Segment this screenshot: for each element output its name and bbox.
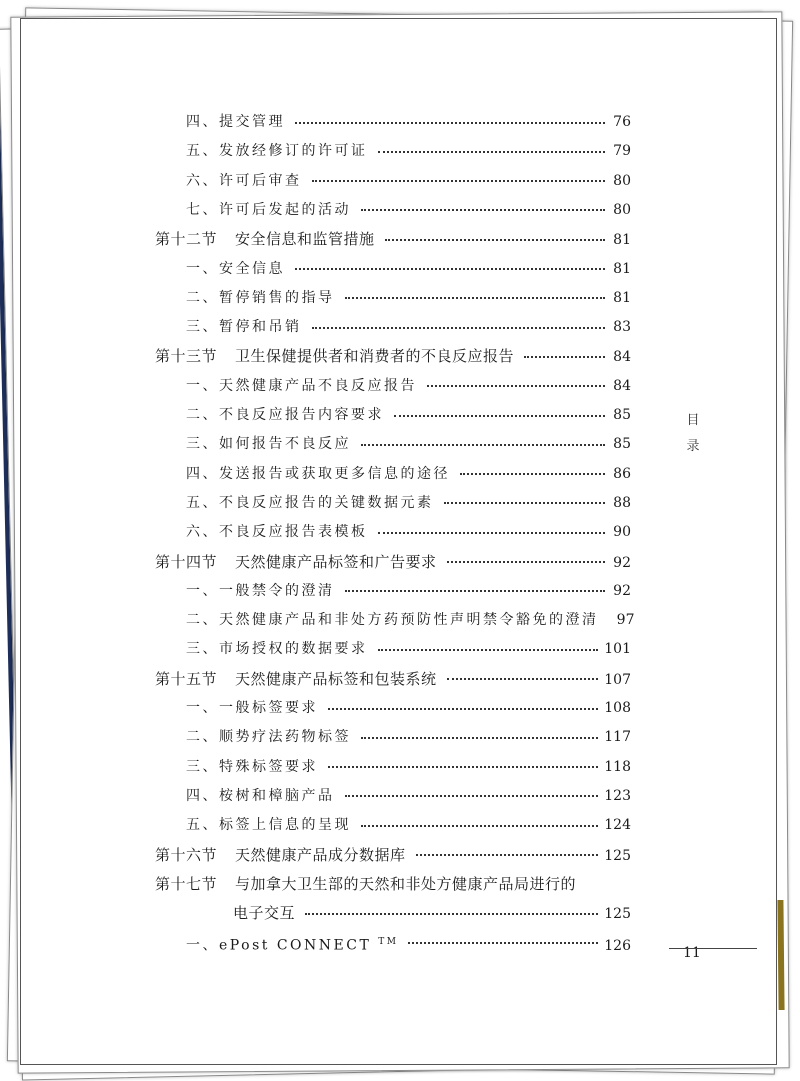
toc-entry-label	[186, 258, 285, 280]
dot-leader	[447, 677, 599, 680]
dot-leader	[295, 121, 605, 124]
toc-entry-label	[186, 609, 599, 631]
toc-page-number: 90	[613, 524, 631, 541]
toc-subentry[interactable]	[186, 258, 631, 280]
toc-subentry[interactable]	[186, 785, 631, 807]
toc-section-entry[interactable]	[155, 345, 631, 367]
toc-entry-label	[186, 580, 335, 602]
toc-subentry[interactable]	[186, 756, 631, 778]
toc-page-number: 108	[604, 700, 631, 716]
toc-entry-label	[186, 492, 434, 514]
entry-title: 一、一般禁令的澄清	[186, 582, 335, 599]
section-title: 安全信息和监管措施	[235, 230, 375, 249]
entry-title: 三、特殊标签要求	[186, 758, 318, 775]
toc-subentry[interactable]	[186, 316, 631, 338]
toc-subentry[interactable]	[186, 726, 631, 748]
entry-title: 五、发放经修订的许可证	[186, 143, 368, 160]
toc-entry-label	[186, 140, 368, 162]
entry-title: 二、不良反应报告内容要求	[186, 407, 384, 423]
section-number: 第十四节	[155, 552, 218, 571]
toc-page-number: 81	[613, 232, 631, 249]
toc-subentry[interactable]	[186, 609, 635, 631]
toc-section-entry[interactable]	[155, 551, 631, 573]
entry-title: 一、一般标签要求	[186, 700, 318, 716]
dot-leader	[361, 736, 598, 739]
toc-subentry[interactable]	[186, 199, 631, 221]
document-page	[20, 18, 777, 1065]
section-title: 天然健康产品标签和广告要求	[235, 552, 437, 571]
toc-subentry[interactable]	[186, 521, 631, 543]
toc-entry-label	[186, 375, 417, 397]
dot-leader	[524, 355, 605, 358]
dot-leader	[408, 941, 598, 944]
toc-entry-label	[186, 287, 335, 309]
toc-subentry[interactable]	[186, 492, 631, 514]
toc-page-number: 80	[613, 201, 631, 218]
dot-leader	[305, 912, 598, 915]
toc-page-number: 92	[613, 582, 631, 599]
table-of-contents	[21, 19, 776, 1064]
trademark-mark: TM	[378, 937, 399, 948]
toc-page-number: 85	[613, 436, 631, 453]
section-number: 第十五节	[155, 669, 218, 688]
dot-leader	[394, 414, 605, 417]
dot-leader	[444, 501, 606, 504]
entry-title: 五、不良反应报告的关键数据元素	[186, 494, 434, 511]
toc-section-entry[interactable]	[155, 844, 631, 866]
toc-subentry[interactable]	[186, 433, 631, 455]
toc-subentry[interactable]	[186, 287, 631, 309]
dot-leader	[378, 150, 606, 153]
dot-leader	[345, 589, 606, 592]
entry-title: 三、如何报告不良反应	[186, 436, 351, 453]
section-title: 与加拿大卫生部的天然和非处方健康产品局进行的	[235, 874, 577, 893]
page-number-rule	[669, 948, 757, 949]
toc-page-number: 76	[613, 114, 631, 130]
toc-page-number: 118	[604, 758, 631, 775]
toc-entry-label	[186, 931, 398, 957]
toc-subentry[interactable]	[186, 404, 631, 426]
toc-section-entry[interactable]	[155, 873, 631, 895]
entry-title: 四、发送报告或获取更多信息的途径	[186, 465, 450, 482]
section-number: 第十六节	[155, 845, 218, 864]
toc-page-number: 86	[613, 465, 631, 482]
toc-entry-label	[186, 404, 384, 426]
toc-page-number: 81	[613, 289, 631, 306]
toc-entry-label	[186, 433, 351, 455]
toc-entry-label	[155, 551, 437, 573]
toc-entry-label	[155, 844, 406, 866]
entry-title: 四、桉树和樟脑产品	[186, 787, 335, 804]
entry-title: 三、市场授权的数据要求	[186, 641, 368, 658]
toc-page-number: 97	[616, 612, 635, 629]
toc-section-entry[interactable]	[233, 902, 631, 924]
toc-entry-label	[186, 316, 302, 338]
toc-page-number: 125	[604, 906, 631, 923]
toc-page-number: 84	[613, 349, 631, 366]
toc-page-number: 124	[604, 817, 631, 834]
dot-leader	[460, 472, 605, 475]
toc-page-number: 117	[604, 729, 631, 746]
toc-page-number: 123	[604, 787, 631, 804]
toc-page-number: 88	[613, 494, 631, 511]
dot-leader	[361, 824, 598, 827]
entry-title: 电子交互	[233, 904, 296, 923]
dot-leader	[295, 267, 605, 270]
entry-title: 一、ePost CONNECT	[186, 938, 372, 955]
dot-leader	[312, 179, 606, 182]
dot-leader	[328, 765, 598, 768]
toc-subentry[interactable]	[186, 170, 631, 192]
toc-entry-label	[186, 697, 318, 719]
section-number: 第十七节	[155, 874, 218, 893]
dot-leader	[416, 853, 599, 856]
dot-leader	[447, 560, 605, 563]
toc-entry-label	[186, 756, 318, 778]
entry-title: 一、安全信息	[186, 260, 285, 277]
entry-title: 五、标签上信息的呈现	[186, 817, 351, 834]
toc-entry-label	[155, 345, 514, 367]
toc-section-entry[interactable]	[155, 228, 631, 250]
toc-section-entry[interactable]	[155, 668, 631, 690]
toc-page-number: 84	[613, 377, 631, 394]
page-number: 11	[683, 945, 701, 961]
entry-title: 七、许可后发起的活动	[186, 201, 351, 218]
entry-title: 二、顺势疗法药物标签	[186, 729, 351, 746]
toc-page-number: 125	[604, 847, 631, 864]
toc-page-number: 83	[613, 319, 631, 336]
toc-page-number: 81	[613, 260, 631, 277]
toc-entry-label	[186, 814, 351, 836]
toc-page-number: 92	[613, 554, 631, 571]
entry-title: 二、天然健康产品和非处方药预防性声明禁令豁免的澄清	[186, 612, 599, 629]
dot-leader	[378, 531, 606, 534]
section-number: 第十三节	[155, 347, 218, 366]
dot-leader	[345, 794, 599, 797]
toc-subentry[interactable]	[186, 814, 631, 836]
toc-subentry[interactable]	[186, 375, 631, 397]
toc-entry-label	[186, 785, 335, 807]
toc-entry-label	[233, 902, 295, 924]
toc-page-number: 79	[613, 143, 631, 160]
toc-entry-label	[186, 170, 302, 192]
entry-title: 四、提交管理	[186, 114, 285, 130]
side-label-char: 录	[686, 439, 700, 454]
toc-page-number: 126	[604, 938, 631, 955]
section-number: 第十二节	[155, 230, 218, 249]
entry-title: 二、暂停销售的指导	[186, 289, 335, 306]
toc-subentry[interactable]	[186, 111, 631, 133]
toc-entry-label	[186, 638, 368, 660]
toc-entry-label	[155, 228, 375, 250]
dot-leader	[312, 326, 606, 329]
section-title: 天然健康产品标签和包装系统	[235, 669, 437, 688]
dot-leader	[361, 208, 605, 211]
toc-subentry[interactable]	[186, 463, 631, 485]
binder-edge	[777, 900, 784, 1010]
toc-entry-label	[186, 726, 351, 748]
section-title: 天然健康产品成分数据库	[235, 845, 406, 864]
entry-title: 一、天然健康产品不良反应报告	[186, 377, 417, 394]
entry-title: 六、不良反应报告表模板	[186, 524, 368, 541]
toc-page-number: 85	[613, 407, 631, 423]
section-title: 卫生保健提供者和消费者的不良反应报告	[235, 347, 515, 366]
toc-subentry[interactable]	[186, 931, 631, 953]
dot-leader	[345, 296, 606, 299]
toc-entry-label	[186, 111, 285, 133]
dot-leader	[361, 443, 605, 446]
toc-entry-label	[186, 463, 450, 485]
toc-subentry[interactable]	[186, 638, 631, 660]
toc-subentry[interactable]	[186, 140, 631, 162]
toc-entry-label	[186, 521, 368, 543]
side-label-char: 目	[686, 413, 700, 428]
toc-entry-label	[155, 668, 437, 690]
toc-entry-label	[186, 199, 351, 221]
entry-title: 三、暂停和吊销	[186, 319, 302, 336]
dot-leader	[427, 384, 605, 387]
toc-page-number: 101	[604, 641, 631, 658]
toc-entry-label	[155, 873, 576, 895]
toc-subentry[interactable]	[186, 580, 631, 602]
dot-leader	[378, 648, 599, 651]
dot-leader	[328, 707, 598, 710]
entry-title: 六、许可后审查	[186, 172, 302, 189]
dot-leader	[385, 238, 605, 241]
toc-page-number: 107	[604, 671, 631, 688]
toc-page-number: 80	[613, 172, 631, 189]
toc-subentry[interactable]	[186, 697, 631, 719]
